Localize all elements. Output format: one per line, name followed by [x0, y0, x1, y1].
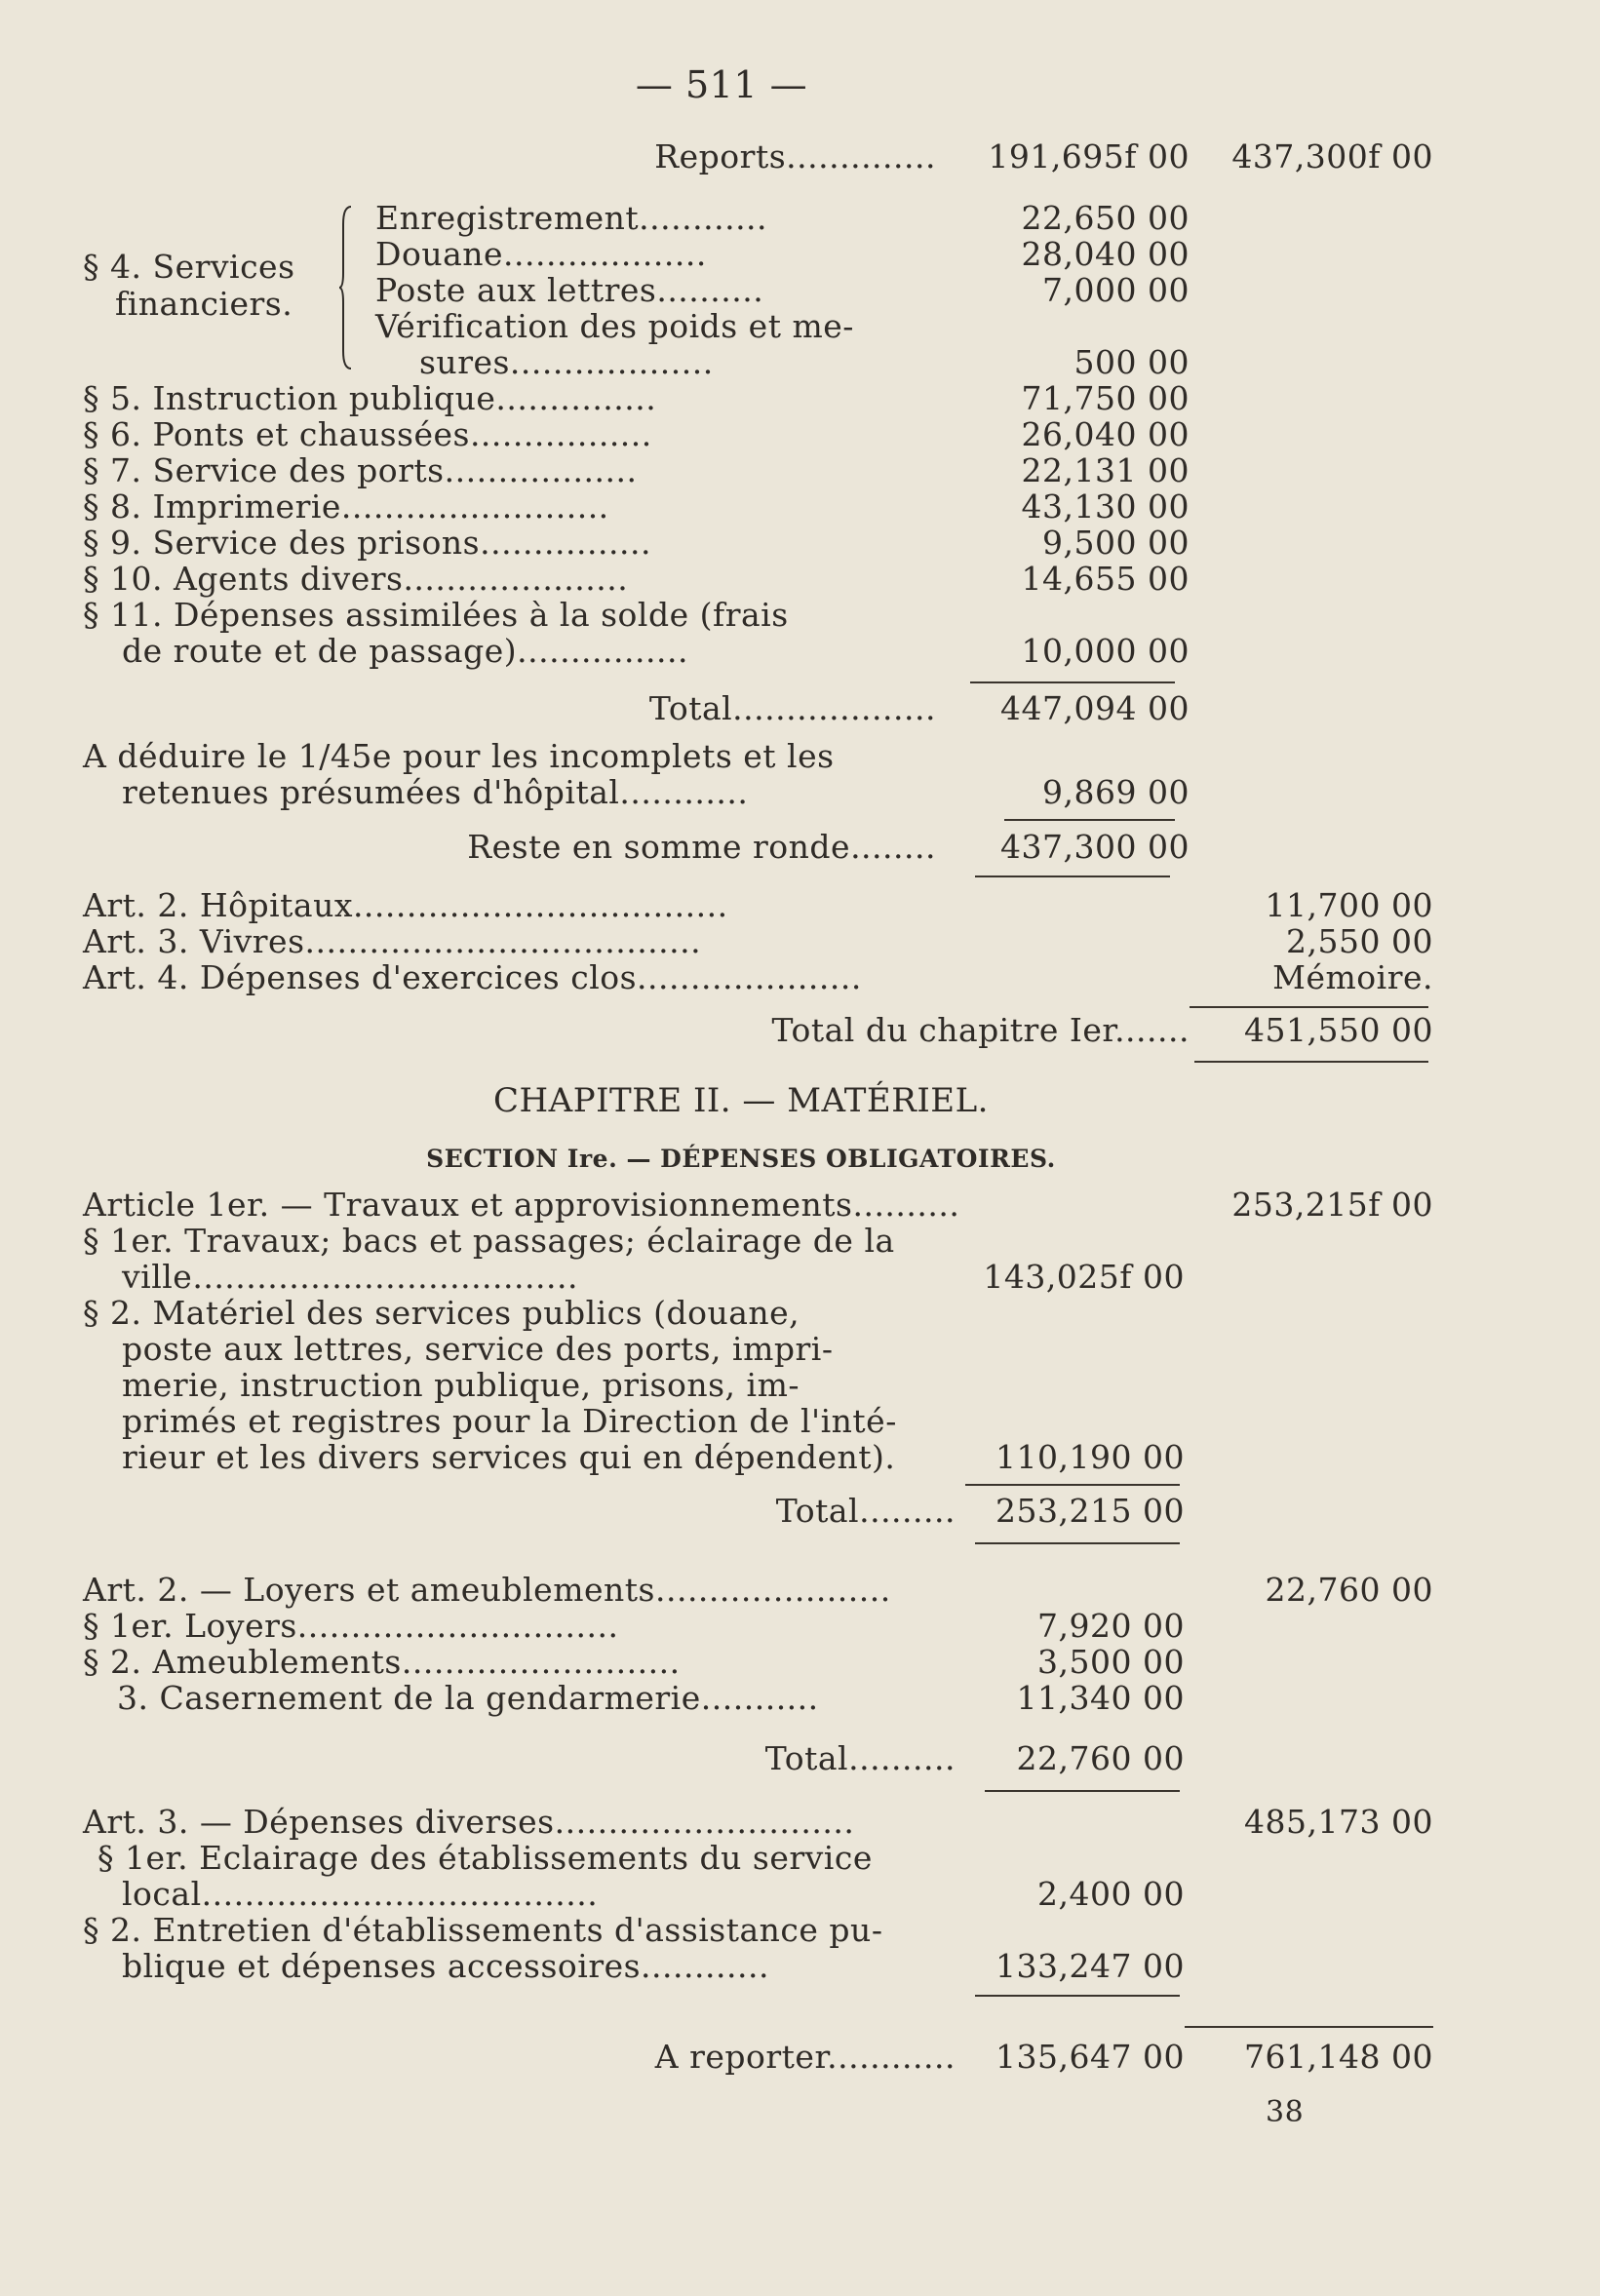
- signature-mark: 38: [1266, 2095, 1305, 2129]
- rule: [975, 876, 1170, 877]
- reste-label: Reste en somme ronde........: [467, 828, 936, 866]
- deduction-line2: retenues présumées d'hôpital............: [122, 773, 749, 811]
- art3-p2-line1: § 2. Entretien d'établissements d'assistance pu-: [83, 1911, 883, 1949]
- s4-label-2: financiers.: [115, 285, 293, 323]
- rule: [1185, 2026, 1433, 2028]
- art1-p2-value: 110,190 00: [995, 1438, 1185, 1476]
- art3-p1-line2: local.....................................: [122, 1875, 599, 1913]
- total-chapter-value: 451,550 00: [1244, 1011, 1433, 1049]
- rule: [1190, 1006, 1428, 1008]
- art1-p2-line: poste aux lettres, service des ports, impri-: [122, 1330, 834, 1368]
- art1-value: 253,215f 00: [1231, 1186, 1433, 1224]
- art2-value: 22,760 00: [1265, 1571, 1433, 1609]
- total1-label: Total...................: [648, 689, 936, 727]
- art2-item-value: 11,340 00: [1016, 1679, 1185, 1717]
- rule: [965, 1484, 1180, 1486]
- art1-p2-line: primés et registres pour la Direction de l'inté-: [122, 1402, 897, 1440]
- art3-p1-value: 2,400 00: [1037, 1875, 1185, 1913]
- s11-value: 10,000 00: [1021, 632, 1190, 670]
- page-number: — 511 —: [635, 63, 808, 106]
- s4-item-label: sures...................: [419, 343, 714, 381]
- section-value: 71,750 00: [1021, 379, 1190, 417]
- s4-item-value: 28,040 00: [1021, 235, 1190, 273]
- s11-line2: de route et de passage)................: [122, 632, 688, 670]
- s4-item-label: Vérification des poids et me-: [375, 307, 854, 345]
- art3-label: Art. 3. — Dépenses diverses............................: [83, 1803, 855, 1841]
- art2-total-label: Total..........: [764, 1739, 956, 1777]
- section-label: § 8. Imprimerie.........................: [83, 487, 609, 525]
- section-title: SECTION Ire. — DÉPENSES OBLIGATOIRES.: [426, 1145, 1056, 1173]
- s4-item-value: 7,000 00: [1042, 271, 1190, 309]
- art-label: Art. 3. Vivres.....................................: [83, 922, 702, 960]
- art-value: 11,700 00: [1265, 886, 1433, 924]
- art-label: Art. 2. Hôpitaux...................................: [83, 886, 728, 924]
- section-label: § 9. Service des prisons................: [83, 524, 651, 562]
- rule: [1004, 819, 1175, 821]
- section-value: 43,130 00: [1021, 487, 1190, 525]
- deduction-line1: A déduire le 1/45e pour les incomplets et les: [83, 737, 835, 775]
- s4-item-label: Douane...................: [375, 235, 707, 273]
- s4-item-label: Enregistrement............: [375, 199, 768, 237]
- s4-item-label: Poste aux lettres..........: [375, 271, 764, 309]
- art2-item-value: 7,920 00: [1037, 1607, 1185, 1645]
- art3-p2-value: 133,247 00: [995, 1947, 1185, 1985]
- section-value: 22,131 00: [1021, 451, 1190, 489]
- art1-p2-line: rieur et les divers services qui en dépendent).: [122, 1438, 896, 1476]
- art1-p2-line: merie, instruction publique, prisons, im-: [122, 1366, 800, 1404]
- rule: [975, 1542, 1180, 1544]
- total1-value: 447,094 00: [1000, 689, 1190, 727]
- deduction-value: 9,869 00: [1042, 773, 1190, 811]
- art1-total-label: Total.........: [775, 1492, 956, 1530]
- a-reporter-col2: 761,148 00: [1244, 2038, 1433, 2076]
- s4-item-value: 22,650 00: [1021, 199, 1190, 237]
- art2-item-label: § 2. Ameublements..........................: [83, 1643, 681, 1681]
- section-label: § 10. Agents divers.....................: [83, 560, 629, 598]
- art2-label: Art. 2. — Loyers et ameublements......................: [83, 1571, 891, 1609]
- section-value: 26,040 00: [1021, 415, 1190, 453]
- chapter-title: CHAPITRE II. — MATÉRIEL.: [493, 1081, 989, 1120]
- s4-item-value: 500 00: [1073, 343, 1190, 381]
- art1-p2-line: § 2. Matériel des services publics (douane,: [83, 1294, 800, 1332]
- s11-line1: § 11. Dépenses assimilées à la solde (frais: [83, 596, 789, 634]
- reports-col1: 191,695f 00: [988, 137, 1190, 175]
- rule: [985, 1790, 1180, 1792]
- rule: [1194, 1061, 1428, 1063]
- rule: [970, 681, 1175, 683]
- reports-col2: 437,300f 00: [1231, 137, 1433, 175]
- section-label: § 7. Service des ports..................: [83, 451, 638, 489]
- art2-item-label: 3. Casernement de la gendarmerie...........: [117, 1679, 819, 1717]
- a-reporter-col1: 135,647 00: [995, 2038, 1185, 2076]
- s4-label-1: § 4. Services: [83, 248, 295, 286]
- art3-p1-line1: § 1er. Eclairage des établissements du service: [98, 1839, 873, 1877]
- art2-item-value: 3,500 00: [1037, 1643, 1185, 1681]
- a-reporter-label: A reporter............: [654, 2038, 956, 2076]
- art2-total-value: 22,760 00: [1016, 1739, 1185, 1777]
- art1-p1-line2: ville....................................: [122, 1258, 578, 1296]
- total-chapter-label: Total du chapitre Ier.......: [771, 1011, 1190, 1049]
- art-label: Art. 4. Dépenses d'exercices clos.....................: [83, 958, 862, 996]
- art3-p2-line2: blique et dépenses accessoires............: [122, 1947, 769, 1985]
- art3-value: 485,173 00: [1244, 1803, 1433, 1841]
- art1-label: Article 1er. — Travaux et approvisionnements..........: [83, 1186, 960, 1224]
- rule: [975, 1995, 1180, 1997]
- reste-value: 437,300 00: [1000, 828, 1190, 866]
- section-value: 9,500 00: [1042, 524, 1190, 562]
- art1-p1-value: 143,025f 00: [983, 1258, 1185, 1296]
- reports-label: Reports..............: [654, 137, 936, 175]
- section-label: § 6. Ponts et chaussées.................: [83, 415, 652, 453]
- section-label: § 5. Instruction publique...............: [83, 379, 657, 417]
- art-value: Mémoire.: [1272, 958, 1433, 996]
- art2-item-label: § 1er. Loyers..............................: [83, 1607, 619, 1645]
- art-value: 2,550 00: [1286, 922, 1433, 960]
- art1-p1-line1: § 1er. Travaux; bacs et passages; éclairage de la: [83, 1222, 895, 1260]
- s4-brace: [339, 205, 353, 370]
- art1-total-value: 253,215 00: [995, 1492, 1185, 1530]
- section-value: 14,655 00: [1021, 560, 1190, 598]
